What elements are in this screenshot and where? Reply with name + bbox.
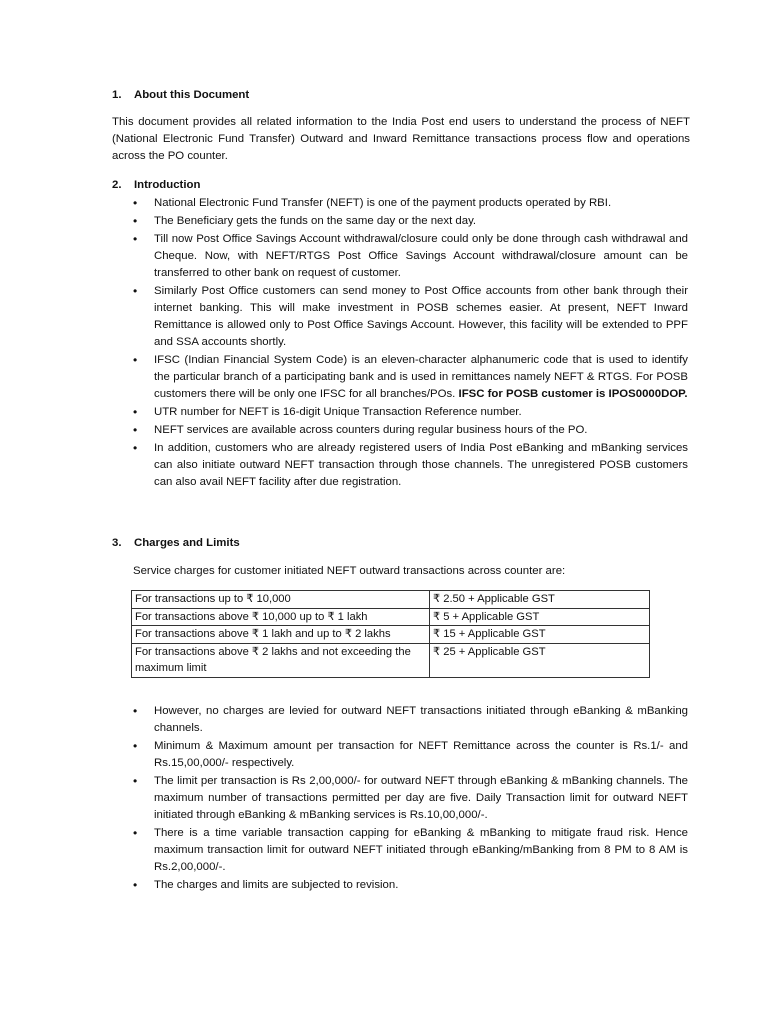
list-item: • In addition, customers who are already registered users of India Post eBanking and mBanking services can also initiate outward NEFT transaction through those channels. The unregistered POSB customers can also avail NEFT facility after due registration. bbox=[132, 440, 688, 491]
table-row bbox=[132, 626, 650, 644]
section-2-number: 2. bbox=[112, 179, 122, 191]
section-1-number: 1. bbox=[112, 89, 122, 101]
section-1-title: About this Document bbox=[134, 89, 250, 101]
list-item: • National Electronic Fund Transfer (NEFT) is one of the payment products operated by RBI. bbox=[132, 195, 688, 212]
table-cell-charge: ₹ 25 + Applicable GST bbox=[430, 643, 650, 677]
list-item: • The charges and limits are subjected to revision. bbox=[132, 877, 688, 894]
section-3-title: Charges and Limits bbox=[134, 537, 240, 549]
section-3-heading bbox=[112, 535, 240, 552]
table-cell-range: For transactions above ₹ 1 lakh and up to ₹ 2 lakhs bbox=[132, 626, 430, 644]
table-cell-charge: ₹ 5 + Applicable GST bbox=[430, 608, 650, 626]
section-3-number: 3. bbox=[112, 537, 122, 549]
list-item: • The Beneficiary gets the funds on the same day or the next day. bbox=[132, 213, 688, 230]
section-2-title: Introduction bbox=[134, 179, 201, 191]
table-cell-charge: ₹ 15 + Applicable GST bbox=[430, 626, 650, 644]
table-row bbox=[132, 643, 650, 677]
table-cell-range: For transactions above ₹ 10,000 up to ₹ 1 lakh bbox=[132, 608, 430, 626]
charges-table bbox=[131, 590, 650, 678]
list-item: • UTR number for NEFT is 16-digit Unique Transaction Reference number. bbox=[132, 404, 688, 421]
introduction-list bbox=[132, 195, 688, 492]
list-item: • Similarly Post Office customers can send money to Post Office accounts from other bank through their internet banking. This will make investment in POSB schemes easier. At present, NEFT Inward Remittance is allowed only to Post Office Savings Account. However, this facility will be extended to PPF and SSA accounts shortly. bbox=[132, 283, 688, 351]
charges-intro: Service charges for customer initiated NEFT outward transactions across counter are: bbox=[133, 565, 566, 577]
charges-limits-list bbox=[132, 703, 688, 895]
table-cell-charge: ₹ 2.50 + Applicable GST bbox=[430, 591, 650, 609]
table-row bbox=[132, 591, 650, 609]
list-item: • However, no charges are levied for outward NEFT transactions initiated through eBanking & mBanking channels. bbox=[132, 703, 688, 737]
list-item-ifsc bbox=[132, 352, 688, 403]
list-item: • The limit per transaction is Rs 2,00,000/- for outward NEFT through eBanking & mBanking channels. The maximum number of transactions permitted per day are five. Daily Transaction limit for outward NEFT initiated through eBanking & mBanking services is Rs.10,00,000/-. bbox=[132, 773, 688, 824]
table-row bbox=[132, 608, 650, 626]
section-1-heading bbox=[112, 87, 249, 104]
list-item: • NEFT services are available across counters during regular business hours of the PO. bbox=[132, 422, 688, 439]
ifsc-code-note: IFSC for POSB customer is IPOS0000DOP. bbox=[458, 388, 688, 400]
table-cell-range: For transactions up to ₹ 10,000 bbox=[132, 591, 430, 609]
list-item: • Till now Post Office Savings Account withdrawal/closure could only be done through cash withdrawal and Cheque. Now, with NEFT/RTGS Post Office Savings Account withdrawal/closure amount can be transferred to other bank on request of customer. bbox=[132, 231, 688, 282]
table-cell-range: For transactions above ₹ 2 lakhs and not exceeding the maximum limit bbox=[132, 643, 430, 677]
section-1-paragraph: This document provides all related information to the India Post end users to understand the process of NEFT (National Electronic Fund Transfer) Outward and Inward Remittance transactions process flow and operations across the PO counter. bbox=[112, 116, 690, 162]
list-item: • There is a time variable transaction capping for eBanking & mBanking to mitigate fraud risk. Hence maximum transaction limit for outward NEFT initiated through eBanking/mBanking from 8 PM to 8 AM is Rs.2,00,000/-. bbox=[132, 825, 688, 876]
section-2-heading bbox=[112, 177, 200, 194]
ifsc-text: IFSC (Indian Financial System Code) is an eleven-character alphanumeric code that is used to identify the particular branch of a participating bank and is used in remittances namely NEFT & RTGS. For POSB customers there will be only one IFSC for all branches/POs. bbox=[154, 354, 688, 400]
list-item: • Minimum & Maximum amount per transaction for NEFT Remittance across the counter is Rs.1/- and Rs.15,00,000/- respectively. bbox=[132, 738, 688, 772]
